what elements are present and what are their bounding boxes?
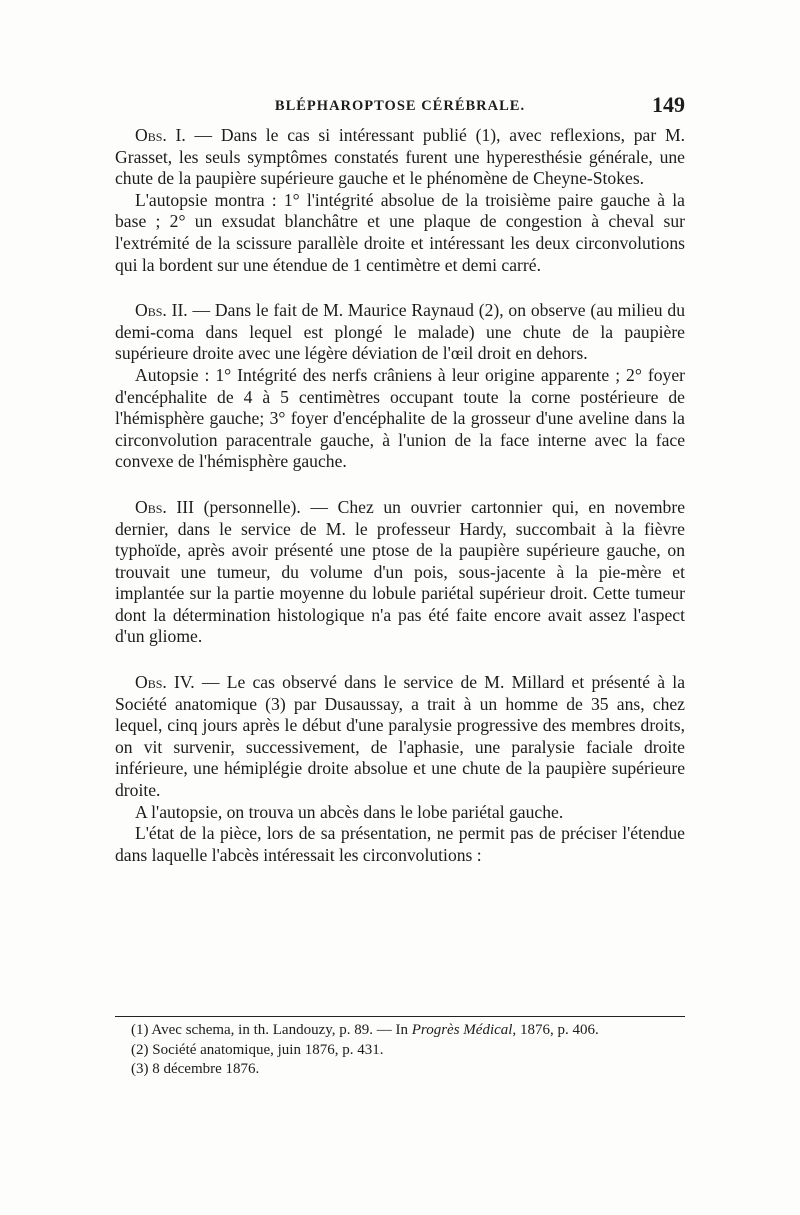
page-header [115, 92, 685, 122]
obs-label: Obs. III [135, 496, 194, 517]
obs-text: — Dans le fait de M. Maurice Raynaud (2), on observe (au milieu du demi-coma dans lequel est plongé le malade) une chute de la paupière supérieure droite avec une légère déviation de l'œil droit en dehors. [115, 300, 686, 364]
footnote-rule [115, 1016, 685, 1017]
observation-1 [115, 125, 685, 190]
body-text [115, 125, 685, 866]
footnote-1-end: 1876, p. 406. [516, 1022, 599, 1038]
observation-3 [115, 497, 685, 648]
obs-label: Obs. II. [135, 300, 188, 321]
obs-label: Obs. I. [135, 125, 186, 145]
footnotes [115, 1021, 685, 1080]
observation-2-autopsy: Autopsie : 1° Intégrité des nerfs crâniens à leur origine apparente ; 2° foyer d'encéphalite de 4 à 5 centimètres occupant toute la corne postérieure de l'hémisphère gauche; 3° foyer d'encéphalite de la grosseur d'une aveline dans la circonvolution paracentrale gauche, à l'union de la face interne avec la face convexe de l'hémisphère gauche. [115, 364, 685, 472]
footnote-1-journal: Progrès Médical, [411, 1022, 517, 1038]
observation-4-autopsy: A l'autopsie, on trouva un abcès dans le lobe pariétal gauche. [135, 801, 564, 822]
footnote-1 [115, 1021, 685, 1041]
footnote-2: (2) Société anatomique, juin 1876, p. 431. [131, 1041, 384, 1058]
page-number: 149 [652, 92, 685, 117]
footnote-1-text: (1) Avec schema, in th. Landouzy, p. 89. — In [131, 1022, 412, 1038]
observation-2 [115, 300, 685, 365]
obs-text: — Le cas observé dans le service de M. Millard et présenté à la Société anatomique (3) par Dusaussay, a trait à un homme de 35 ans, chez lequel, cinq jours après le début d'une paralysie progressive des membres droits, on vit survenir, successivement, de l'aphasie, une paralysie faciale droite inférieure, une hémiplégie droite absolue et une chute de la paupière supérieure droite. [115, 672, 686, 801]
footnote-3: (3) 8 décembre 1876. [131, 1061, 260, 1077]
observation-4 [115, 672, 685, 802]
obs-text: — Dans le cas si intéressant publié (1), avec reflexions, par M. Grasset, les seuls symptômes constatés furent une hyperesthésie générale, une chute de la paupière supérieure gauche et le phénomène de Cheyne-Stokes. [115, 125, 685, 189]
observation-4-continuation: L'état de la pièce, lors de sa présentation, ne permit pas de préciser l'étendue dans laquelle l'abcès intéressait les circonvolutions : [115, 823, 685, 865]
observation-1-autopsy: L'autopsie montra : 1° l'intégrité absolue de la troisième paire gauche à la base ; 2° un exsudat blanchâtre et une plaque de congestion à cheval sur l'extrémité de la scissure parallèle droite et intéressant les deux circonvolutions qui la bordent sur une étendue de 1 centimètre et demi carré. [115, 189, 685, 275]
obs-label: Obs. IV. [135, 672, 195, 693]
obs-text: (personnelle). — Chez un ouvrier cartonnier qui, en novembre dernier, dans le service de M. le professeur Hardy, succombait à la fièvre typhoïde, après avoir présenté une ptose de la paupière supérieure gauche, on trouvait une tumeur, du volume d'un pois, sous-jacente à la pie-mère et implantée sur la partie moyenne du lobule pariétal supérieur droit. Cette tumeur dont la détermination histologique n'a pas été faite encore avait assez l'aspect d'un gliome. [115, 496, 685, 647]
running-title: BLÉPHAROPTOSE CÉRÉBRALE. [274, 98, 526, 114]
